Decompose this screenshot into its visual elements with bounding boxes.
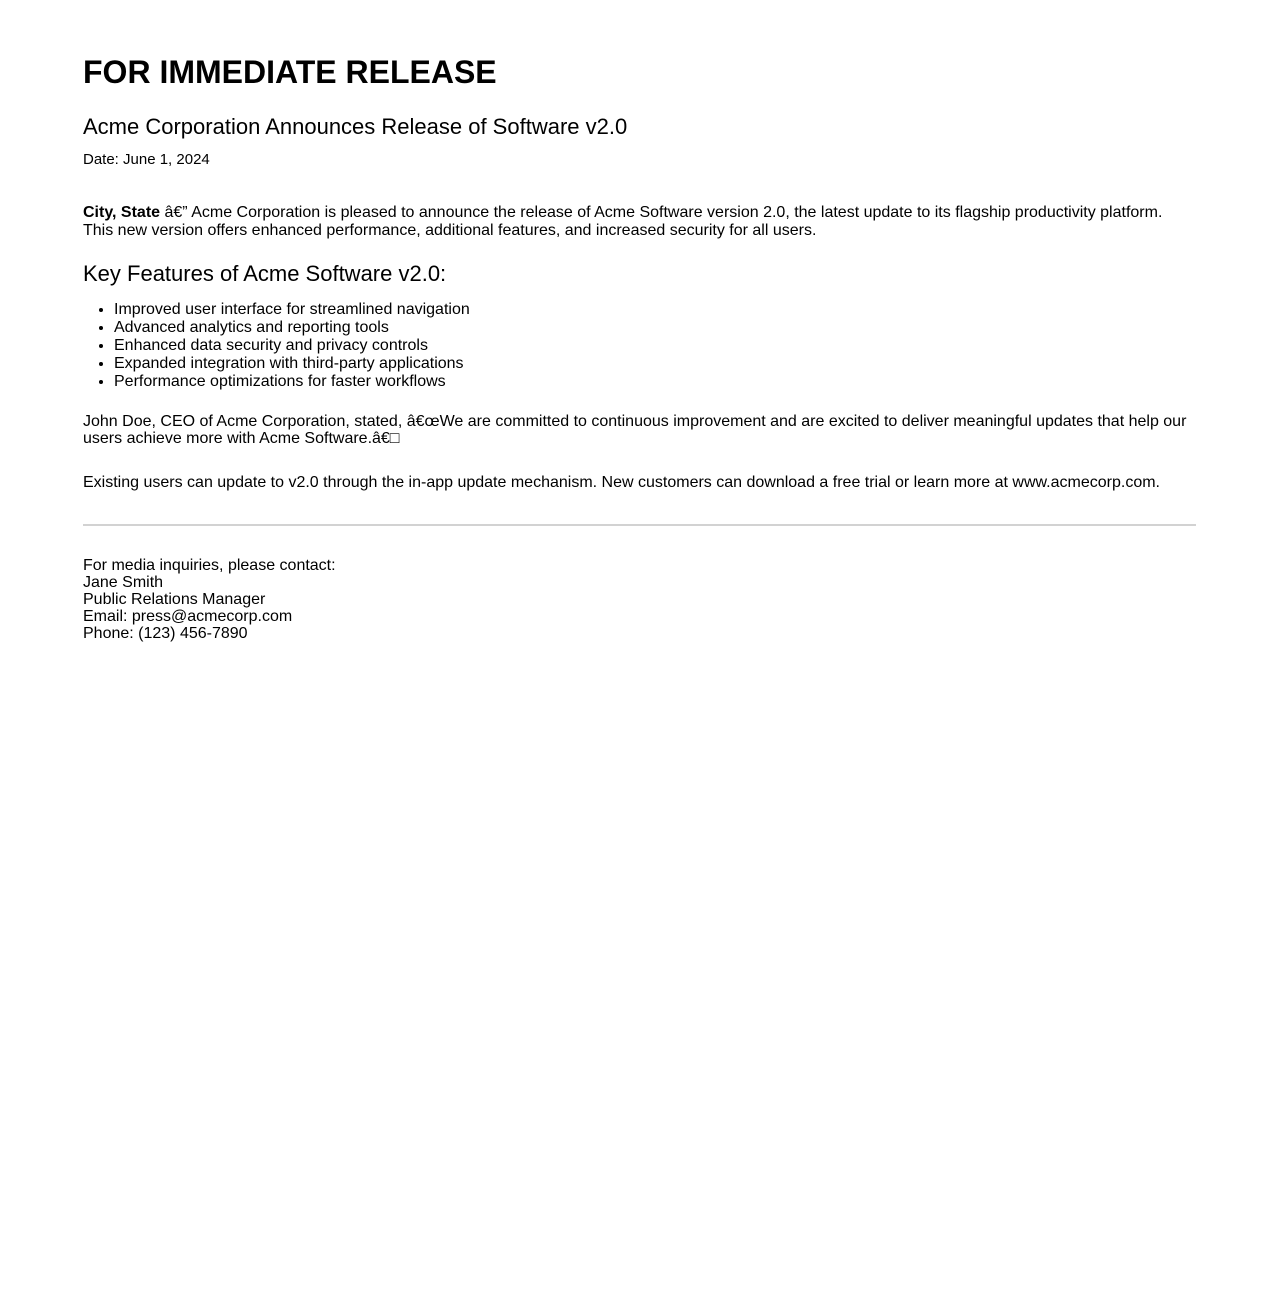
features-list [83,301,1196,391]
contact-email-line: Email: press@acmecorp.com [83,608,293,626]
intro-bold-lead: City, State [83,204,161,222]
intro-paragraph [83,204,1196,239]
feature-item: • Expanded integration with third-party applications [114,355,1196,373]
date-line: Date: June 1, 2024 [83,151,210,169]
contact-name-line: Jane Smith [83,574,164,592]
features-heading: Key Features of Acme Software v2.0: [83,261,447,287]
ceo-quote-paragraph: John Doe, CEO of Acme Corporation, stated, â€œWe are committed to continuous improvement and are excited to deliver meaningful updates that help our users achieve more with Acme Software.â€□ [83,412,1187,448]
feature-item: • Advanced analytics and reporting tools [114,319,1196,337]
update-info-paragraph: Existing users can update to v2.0 through the in-app update mechanism. New customers can download a free trial or learn more at www.acmecorp.com. [83,473,1160,491]
contact-intro-line: For media inquiries, please contact: [83,557,336,575]
release-banner: FOR IMMEDIATE RELEASE [83,54,497,90]
feature-item: • Improved user interface for streamlined navigation [114,301,1196,319]
intro-paragraph-text: â€” Acme Corporation is pleased to announce the release of Acme Software version 2.0, the latest update to its flagship productivity platform. This new version offers enhanced performance, additional features, and increased security for all users. [83,204,1163,239]
press-release-subtitle: Acme Corporation Announces Release of Software v2.0 [83,114,628,140]
media-contact-block [83,557,1196,642]
feature-item: • Performance optimizations for faster workflows [114,373,1196,391]
contact-phone-line: Phone: (123) 456-7890 [83,625,248,643]
feature-item: • Enhanced data security and privacy controls [114,337,1196,355]
section-divider [83,524,1196,526]
contact-title-line: Public Relations Manager [83,591,266,609]
